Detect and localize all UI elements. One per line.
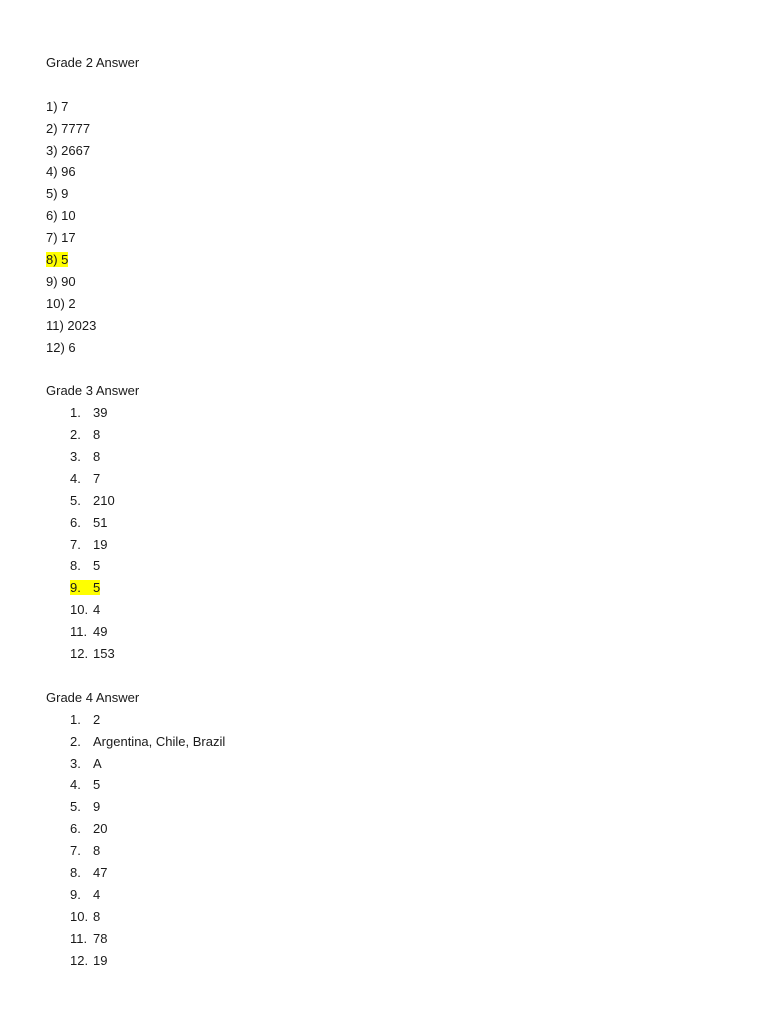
- item-number: 12.: [70, 646, 89, 662]
- item-answer: 5: [93, 558, 101, 574]
- grade-2-item-10: 10) 2: [46, 295, 76, 311]
- item-number: 10.: [70, 602, 89, 618]
- item-number: 10.: [70, 908, 89, 924]
- grade-3-section: [46, 380, 726, 686]
- item-number: 1.: [70, 405, 81, 421]
- item-answer: 8: [93, 449, 101, 465]
- item-answer: 47: [93, 864, 108, 880]
- item-answer: 5: [93, 777, 101, 793]
- grade-4-item: [46, 774, 726, 796]
- item-answer: 7: [93, 470, 101, 486]
- grade-4-item: [46, 906, 726, 928]
- grade-3-title: Grade 3 Answer: [46, 383, 140, 399]
- item-number: 12.: [70, 952, 89, 968]
- item-answer: 51: [93, 514, 108, 530]
- item-number: 2.: [70, 427, 81, 443]
- grade-2-item-3: 3) 2667: [46, 142, 91, 158]
- item-number: 3.: [70, 755, 81, 771]
- item-answer: 9: [93, 799, 101, 815]
- grade-4-item: [46, 731, 726, 753]
- item-answer: 5: [93, 580, 101, 596]
- grade-2-item-12: 12) 6: [46, 339, 76, 355]
- grade-4-item: [46, 818, 726, 840]
- item-number: 6.: [70, 514, 81, 530]
- item-answer: Argentina, Chile, Brazil: [93, 733, 226, 749]
- item-number: 1.: [70, 711, 81, 727]
- item-number: 11.: [70, 624, 88, 640]
- grade-4-item: [46, 950, 726, 972]
- grade-4-item: [46, 928, 726, 950]
- item-number: 3.: [70, 449, 81, 465]
- grade-3-item: [46, 402, 726, 424]
- item-answer: 19: [93, 952, 108, 968]
- grade-3-item: [46, 621, 726, 643]
- item-answer: 210: [93, 492, 115, 508]
- grade-2-item-1: 1) 7: [46, 98, 69, 114]
- item-answer: 8: [93, 843, 101, 859]
- item-number: 5.: [70, 799, 81, 815]
- grade-2-item-6: 6) 10: [46, 208, 76, 224]
- grade-2-section: [46, 52, 726, 380]
- item-answer: 153: [93, 646, 115, 662]
- grade-3-item: [46, 643, 726, 665]
- grade-2-item-4: 4) 96: [46, 164, 76, 180]
- grade-2-item-9: 9) 90: [46, 273, 76, 289]
- item-number: 9.: [70, 580, 81, 596]
- highlight-box: [70, 580, 100, 595]
- grade-2-item-8-highlighted: 8) 5: [46, 252, 69, 268]
- grade-3-item: [46, 424, 726, 446]
- grade-2-item-7: 7) 17: [46, 230, 76, 246]
- item-number: 4.: [70, 777, 81, 793]
- grade-4-item: [46, 840, 726, 862]
- item-answer: 49: [93, 624, 108, 640]
- grade-2-item-2: 2) 7777: [46, 120, 91, 136]
- item-answer: 8: [93, 427, 101, 443]
- grade-3-item: [46, 446, 726, 468]
- item-answer: 78: [93, 930, 108, 946]
- item-number: 8.: [70, 864, 81, 880]
- item-answer: 39: [93, 405, 108, 421]
- grade-3-item: [46, 534, 726, 556]
- grade-3-item: [46, 468, 726, 490]
- grade-3-item-highlighted: [46, 577, 726, 599]
- grade-4-item: [46, 862, 726, 884]
- item-number: 8.: [70, 558, 81, 574]
- item-number: 9.: [70, 886, 81, 902]
- grade-2-item-8-container: [46, 249, 726, 271]
- grade-3-item: [46, 599, 726, 621]
- blank-line: [46, 74, 726, 96]
- document-page: [46, 52, 726, 971]
- item-number: 5.: [70, 492, 81, 508]
- item-answer: 4: [93, 886, 101, 902]
- grade-4-section: [46, 687, 726, 972]
- item-answer: 19: [93, 536, 108, 552]
- grade-3-item: [46, 555, 726, 577]
- item-answer: 20: [93, 821, 108, 837]
- grade-4-item: [46, 753, 726, 775]
- item-number: 2.: [70, 733, 81, 749]
- item-number: 7.: [70, 536, 81, 552]
- grade-2-item-5: 5) 9: [46, 186, 69, 202]
- grade-3-item: [46, 512, 726, 534]
- grade-4-item: [46, 884, 726, 906]
- grade-4-title: Grade 4 Answer: [46, 689, 140, 705]
- grade-2-item-11: 11) 2023: [46, 317, 97, 333]
- item-number: 7.: [70, 843, 81, 859]
- item-number: 4.: [70, 470, 81, 486]
- item-answer: 8: [93, 908, 101, 924]
- grade-3-item: [46, 490, 726, 512]
- blank-line: [46, 358, 726, 380]
- grade-4-item: [46, 796, 726, 818]
- item-answer: 2: [93, 711, 101, 727]
- grade-4-item: [46, 709, 726, 731]
- item-number: 6.: [70, 821, 81, 837]
- item-number: 11.: [70, 930, 88, 946]
- item-answer: 4: [93, 602, 101, 618]
- blank-line: [46, 665, 726, 687]
- item-answer: A: [93, 755, 102, 771]
- grade-2-title: Grade 2 Answer: [46, 55, 140, 70]
